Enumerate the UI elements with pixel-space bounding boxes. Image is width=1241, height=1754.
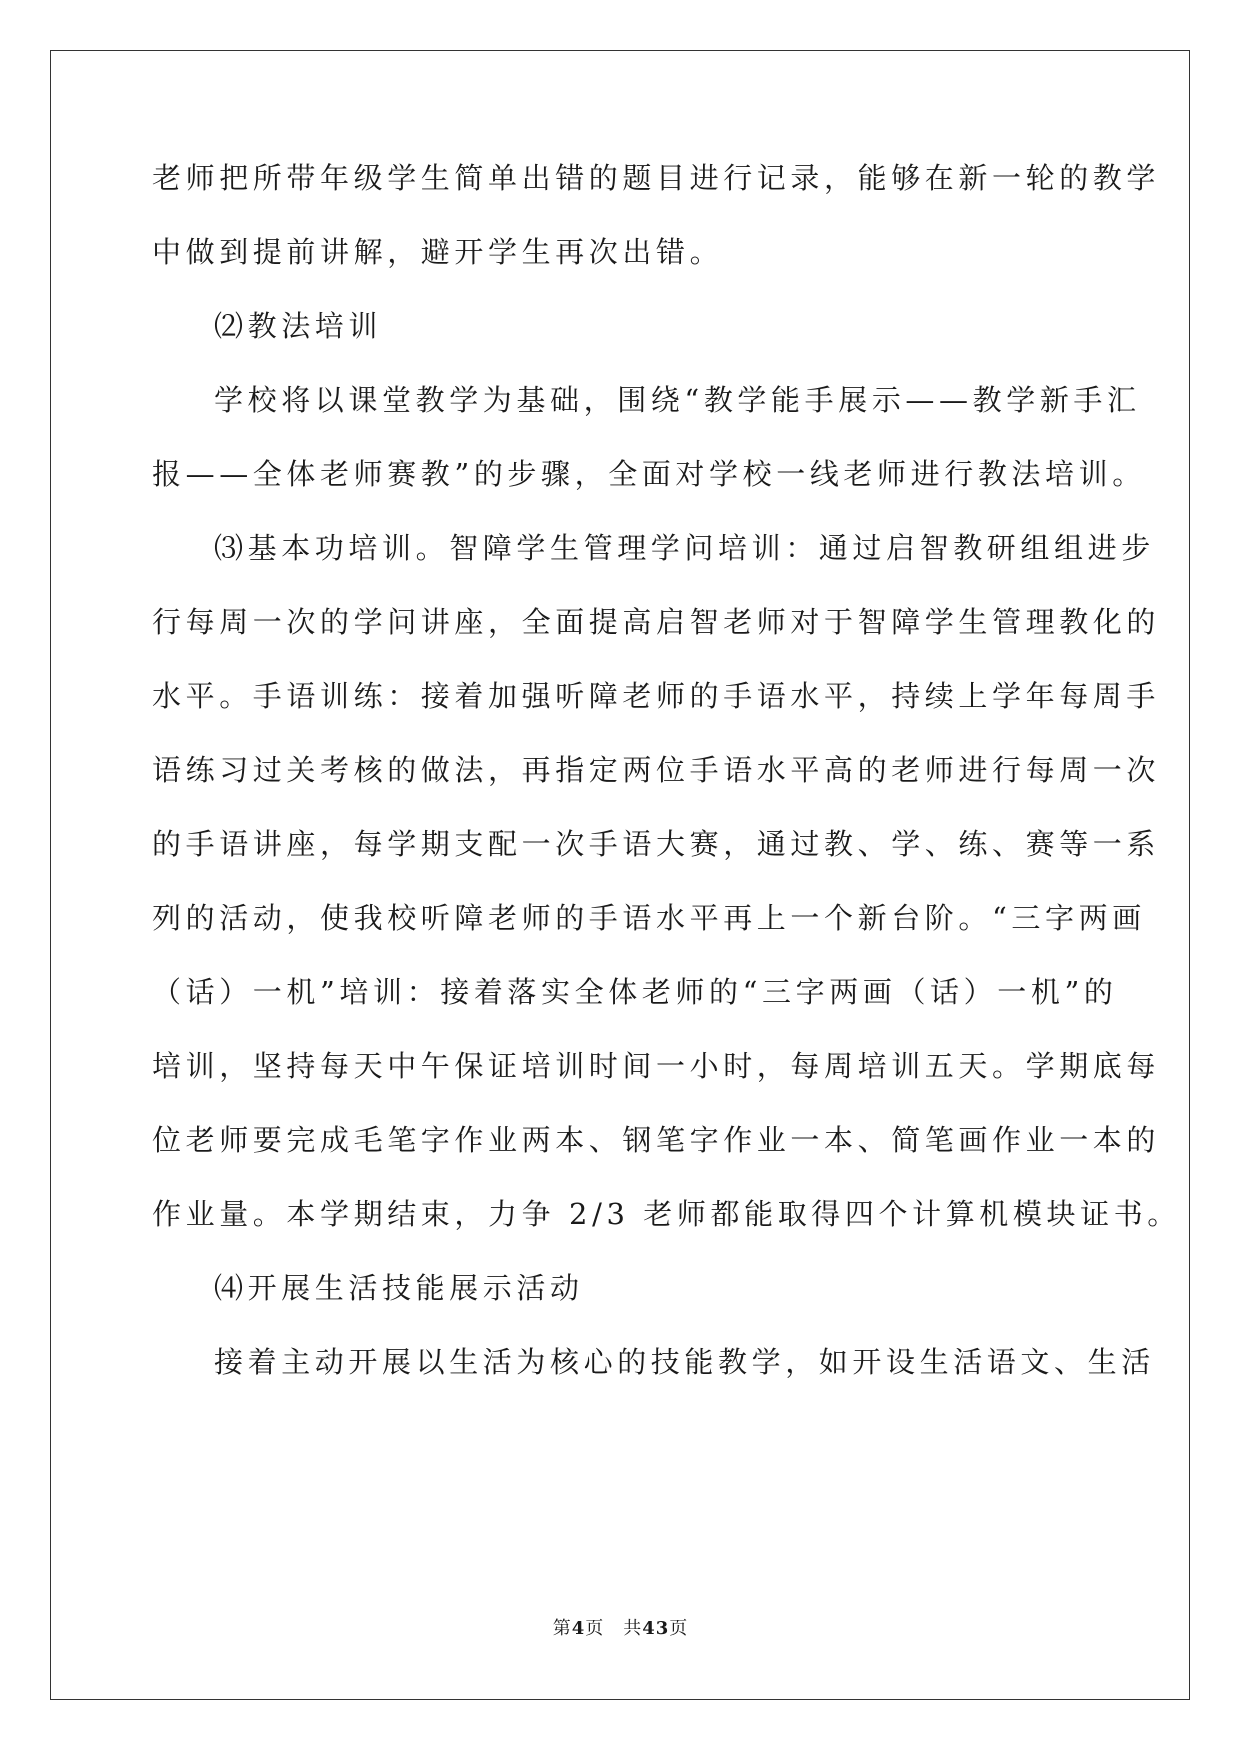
text-line: 行每周一次的学问讲座，全面提高启智老师对于智障学生管理教化的 bbox=[152, 605, 1161, 639]
text-line: ⑵教法培训 bbox=[214, 309, 383, 343]
document-body bbox=[152, 160, 1181, 1418]
text-line: ⑷开展生活技能展示活动 bbox=[214, 1271, 584, 1305]
text-line: 老师把所带年级学生简单出错的题目进行记录，能够在新一轮的教学 bbox=[152, 161, 1161, 195]
text-line: （话）一机”培训：接着落实全体老师的“三字两画（话）一机”的 bbox=[152, 975, 1118, 1009]
text-line: ⑶基本功培训。智障学生管理学问培训：通过启智教研组组进步 bbox=[214, 531, 1155, 565]
footer-prefix: 第 bbox=[552, 1618, 572, 1639]
text-line: 中做到提前讲解，避开学生再次出错。 bbox=[152, 235, 724, 269]
current-page-number: 4 bbox=[571, 1618, 586, 1639]
text-line: 位老师要完成毛笔字作业两本、钢笔字作业一本、简笔画作业一本的 bbox=[152, 1123, 1161, 1157]
text-line: 语练习过关考核的做法，再指定两位手语水平高的老师进行每周一次 bbox=[152, 753, 1161, 787]
text-line: 培训，坚持每天中午保证培训时间一小时，每周培训五天。学期底每 bbox=[152, 1049, 1161, 1083]
page-footer bbox=[0, 1614, 1241, 1640]
total-page-number: 43 bbox=[642, 1618, 670, 1639]
text-line: 学校将以课堂教学为基础，围绕“教学能手展示——教学新手汇 bbox=[214, 383, 1141, 417]
text-line: 作业量。本学期结束，力争 2/3 老师都能取得四个计算机模块证书。 bbox=[152, 1197, 1181, 1231]
text-line: 的手语讲座，每学期支配一次手语大赛，通过教、学、练、赛等一系 bbox=[152, 827, 1161, 861]
footer-suffix: 页 bbox=[669, 1618, 689, 1639]
text-line: 接着主动开展以生活为核心的技能教学，如开设生活语文、生活 bbox=[214, 1345, 1155, 1379]
footer-middle: 页 共 bbox=[585, 1618, 643, 1639]
text-line: 列的活动，使我校听障老师的手语水平再上一个新台阶。“三字两画 bbox=[152, 901, 1146, 935]
text-line: 报——全体老师赛教”的步骤，全面对学校一线老师进行教法培训。 bbox=[152, 457, 1146, 491]
text-line: 水平。手语训练：接着加强听障老师的手语水平，持续上学年每周手 bbox=[152, 679, 1161, 713]
